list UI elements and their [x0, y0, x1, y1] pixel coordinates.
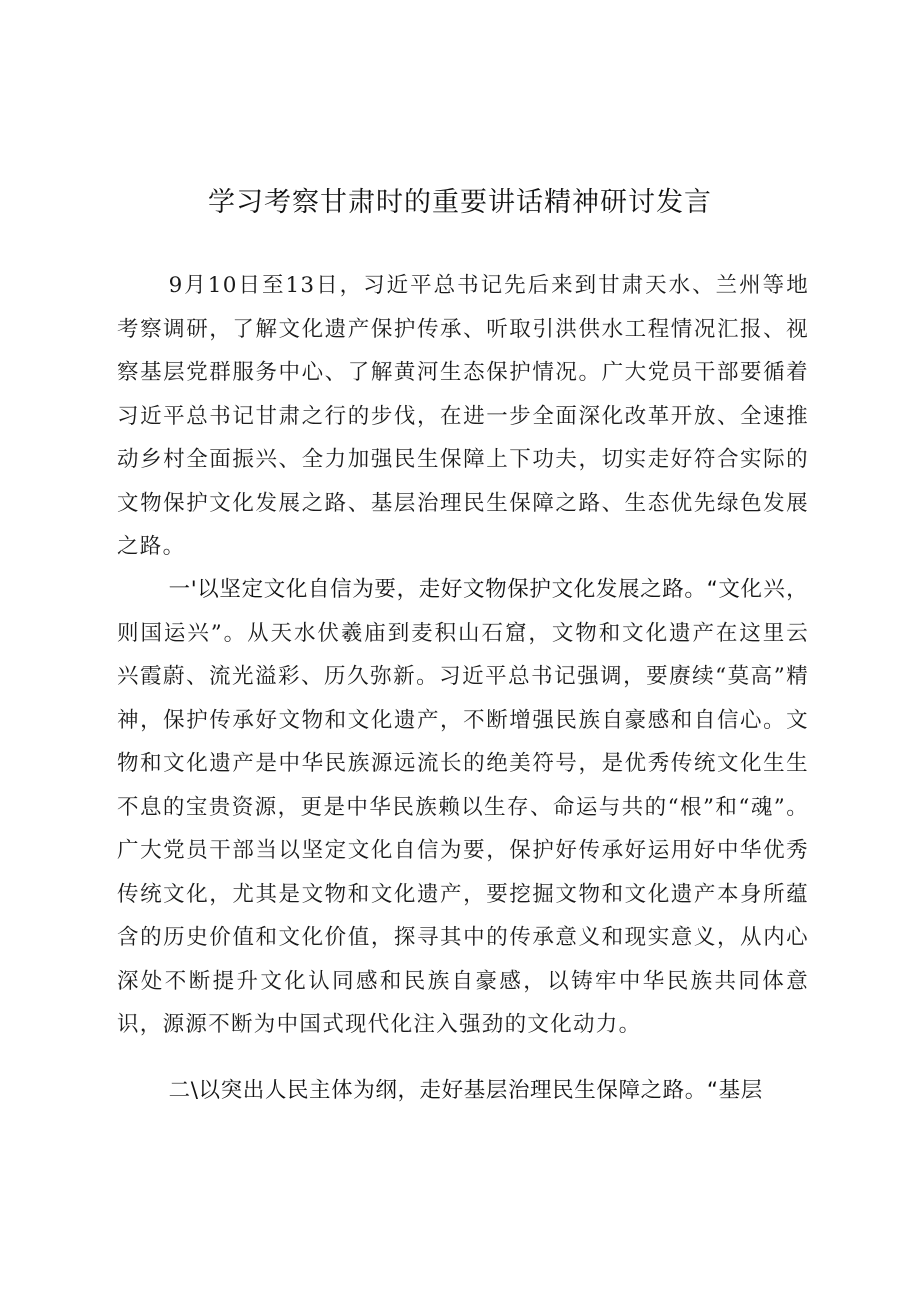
paragraph-section-2 — [117, 1069, 809, 1113]
paragraph-intro-text: 9月10日至13日，习近平总书记先后来到甘肃天水、兰州等地考察调研，了解文化遗产保护传承、听取引洪供水工程情况汇报、视察基层党群服务中心、了解黄河生态保护情况。广大党员干部要循着习近平总书记甘肃之行的步伐，在进一步全面深化改革开放、全速推动乡村全面振兴、全力加强民生保障上下功夫，切实走好符合实际的文物保护文化发展之路、基层治理民生保障之路、生态优先绿色发展之路。 — [117, 273, 809, 559]
paragraph-section-1 — [117, 568, 809, 1047]
section-2-heading: 二\以突出人民主体为纲，走好基层治理民生保障之路。“基 — [168, 1078, 741, 1103]
paragraph-intro — [117, 264, 809, 569]
section-1-text: 化兴，则国运兴”。从天水伏羲庙到麦积山石窟，文物和文化遗产在这里云兴霞蔚、流光溢彩、历久弥新。习近平总书记强调，要赓续“莫高”精神，保护传承好文物和文化遗产，不断增强民族自豪感和自信心。文物和文化遗产是中华民族源远流长的绝美符号，是优秀传统文化生生不息的宝贵资源，更是中华民族赖以生存、命运与共的“根”和“魂”。广大党员干部当以坚定文化自信为要，保护好传承好运用好中华优秀传统文化，尤其是文物和文化遗产，要挖掘文物和文化遗产本身所蕴含的历史价值和文化价值，探寻其中的传承意义和现实意义，从内心深处不断提升文化认同感和民族自豪感，以铸牢中华民族共同体意识，源源不断为中国式现代化注入强劲的文化动力。 — [117, 577, 809, 1037]
section-2-text: 层 — [740, 1078, 764, 1103]
document-title: 学习考察甘肃时的重要讲话精神研讨发言 — [208, 187, 712, 218]
section-1-heading: 一'以坚定文化自信为要，走好文物保护文化发展之路。“文 — [168, 577, 741, 602]
